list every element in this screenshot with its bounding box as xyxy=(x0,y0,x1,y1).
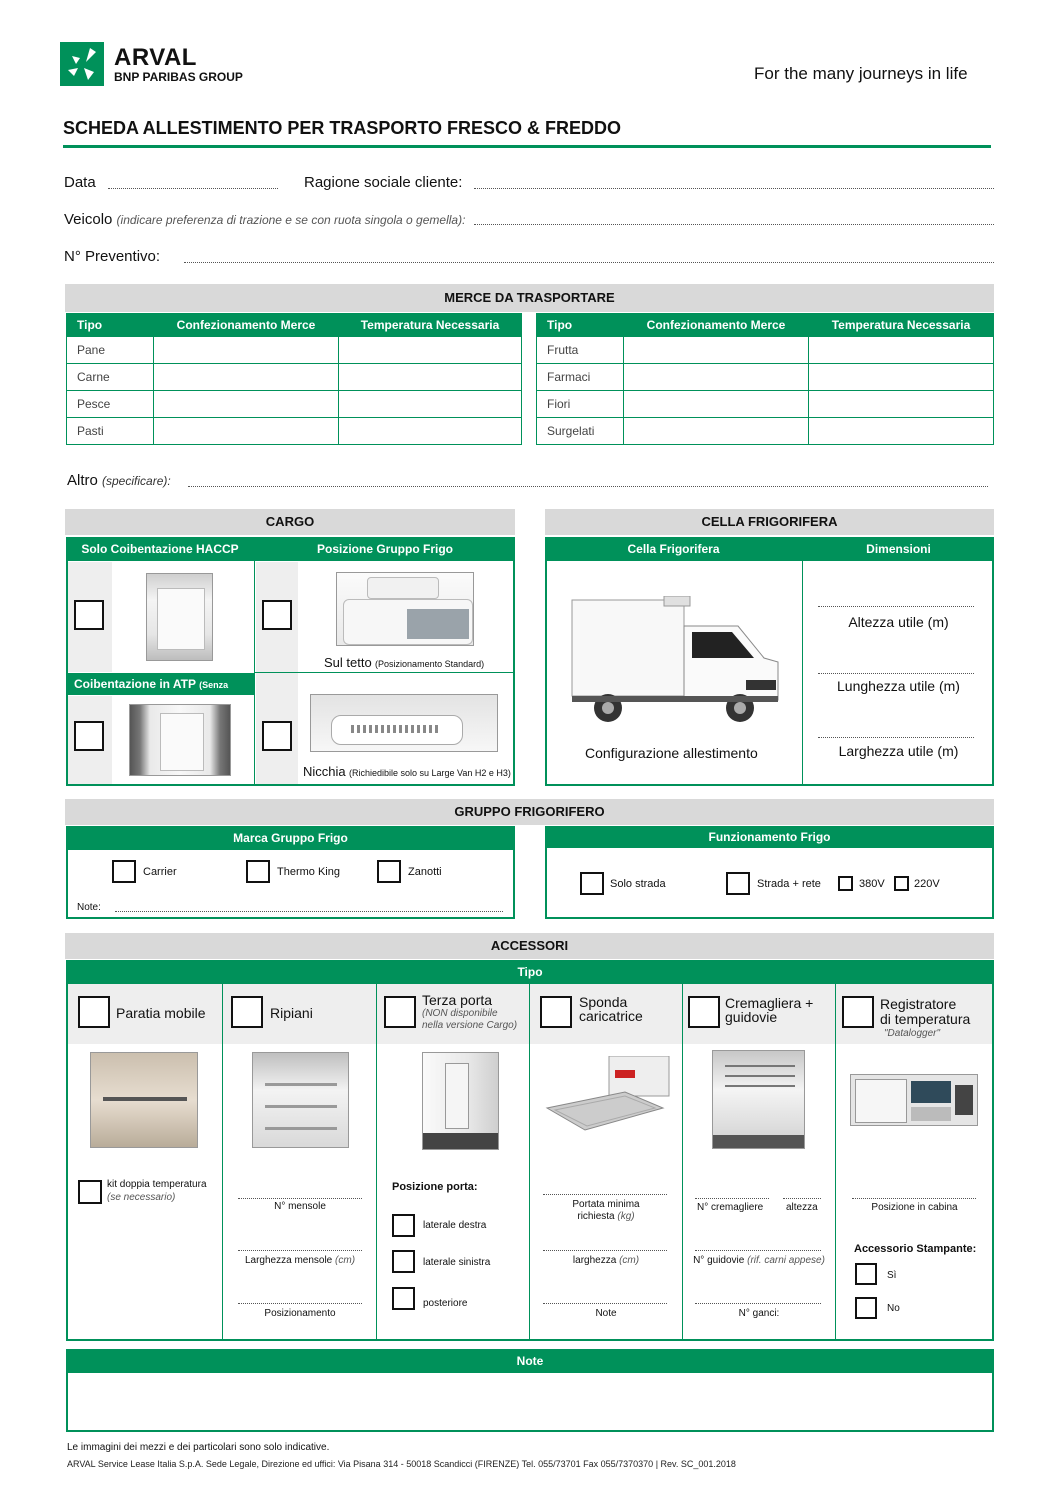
sponda-note-field[interactable] xyxy=(543,1303,667,1304)
table-row xyxy=(537,364,994,391)
posizionamento-field[interactable] xyxy=(238,1303,362,1304)
cell-input[interactable] xyxy=(154,337,339,364)
sponda-label1: Sponda xyxy=(579,994,628,1010)
terza-porta-photo xyxy=(422,1052,499,1150)
mensole-label: N° mensole xyxy=(274,1201,326,1212)
merce-table-right xyxy=(536,313,994,445)
cell-input[interactable] xyxy=(624,337,809,364)
merce-header-temperatura: Temperatura Necessaria xyxy=(339,314,522,337)
posteriore-checkbox[interactable] xyxy=(392,1287,415,1310)
posizione-porta-label: Posizione porta: xyxy=(392,1181,478,1193)
terza-porta-label: Terza porta xyxy=(422,992,493,1008)
terza-porta-note2: nella versione Cargo) xyxy=(422,1020,518,1031)
acc-divider-5 xyxy=(835,984,836,1341)
portata-label2 xyxy=(530,1211,682,1222)
paratia-label: Paratia mobile xyxy=(116,1005,206,1021)
n-ganci-label: N° ganci: xyxy=(738,1308,780,1319)
ragione-field[interactable] xyxy=(474,188,994,189)
stampante-no-label: No xyxy=(887,1303,900,1314)
380v-checkbox[interactable] xyxy=(838,876,853,891)
note-section-area[interactable] xyxy=(66,1349,994,1432)
cella-col-dimensioni: Dimensioni xyxy=(803,537,994,561)
thermo-king-checkbox[interactable] xyxy=(246,860,270,883)
laterale-destra-label: laterale destra xyxy=(423,1220,487,1231)
arval-logo xyxy=(60,42,104,86)
altezza-crem-label: altezza xyxy=(786,1202,818,1213)
cell-input[interactable] xyxy=(154,418,339,445)
table-row xyxy=(537,337,994,364)
laterale-destra-checkbox[interactable] xyxy=(392,1214,415,1237)
altezza-field[interactable] xyxy=(818,606,974,607)
380v-label: 380V xyxy=(859,878,885,890)
kit-checkbox[interactable] xyxy=(78,1180,102,1204)
cell-input[interactable] xyxy=(339,391,522,418)
kit-note: (se necessario) xyxy=(107,1192,176,1203)
merce-tipo: Carne xyxy=(67,364,154,391)
n-guid-text: N° guidovie xyxy=(693,1255,745,1266)
cella-config-label: Configurazione allestimento xyxy=(585,745,758,761)
registratore-photo xyxy=(850,1074,978,1126)
atp-checkbox[interactable] xyxy=(74,721,104,751)
cell-input[interactable] xyxy=(339,418,522,445)
altro-hint: (specificare): xyxy=(102,474,171,488)
altro-label xyxy=(67,472,171,489)
table-row xyxy=(537,418,994,445)
merce-header-confezionamento: Confezionamento Merce xyxy=(624,314,809,337)
data-label: Data xyxy=(64,174,96,191)
cell-input[interactable] xyxy=(154,364,339,391)
portata-field[interactable] xyxy=(543,1194,667,1195)
laterale-sinistra-label: laterale sinistra xyxy=(423,1257,491,1268)
atp-photo xyxy=(129,704,231,776)
footer-disclaimer: Le immagini dei mezzi e dei particolari sono solo indicative. xyxy=(67,1442,330,1453)
merce-tipo: Surgelati xyxy=(537,418,624,445)
note-section-header: Note xyxy=(66,1349,994,1373)
nicchia-photo xyxy=(310,694,498,752)
thermo-king-label: Thermo King xyxy=(277,866,340,878)
merce-tipo: Frutta xyxy=(537,337,624,364)
sponda-label2: caricatrice xyxy=(579,1008,643,1024)
sponda-larghezza-field[interactable] xyxy=(543,1250,667,1251)
solo-strada-checkbox[interactable] xyxy=(580,872,604,895)
merce-header-confezionamento: Confezionamento Merce xyxy=(154,314,339,337)
portata-unit: (kg) xyxy=(617,1211,635,1222)
n-crem-label: N° cremagliere xyxy=(697,1202,764,1213)
portata-label1: Portata minima xyxy=(572,1199,640,1210)
merce-tipo: Pesce xyxy=(67,391,154,418)
registratore-checkbox[interactable] xyxy=(842,996,874,1028)
cell-input[interactable] xyxy=(339,364,522,391)
posteriore-label: posteriore xyxy=(423,1298,468,1309)
registratore-label1: Registratore xyxy=(880,996,957,1012)
n-guid-label xyxy=(683,1255,835,1266)
pos-cabina-label: Posizione in cabina xyxy=(871,1202,958,1213)
cremagliera-label2: guidovie xyxy=(725,1009,778,1025)
cell-input[interactable] xyxy=(809,337,994,364)
merce-table-left xyxy=(66,313,522,445)
strada-rete-checkbox[interactable] xyxy=(726,872,750,895)
merce-tipo: Farmaci xyxy=(537,364,624,391)
stampante-label: Accessorio Stampante: xyxy=(854,1243,977,1255)
lunghezza-label: Lunghezza utile (m) xyxy=(837,678,960,694)
sponda-photo xyxy=(545,1056,670,1134)
acc-divider-3 xyxy=(529,984,530,1341)
registratore-label3: "Datalogger" xyxy=(884,1028,941,1039)
sponda-checkbox[interactable] xyxy=(540,996,572,1028)
n-crem-field[interactable] xyxy=(695,1198,769,1199)
cremagliera-checkbox[interactable] xyxy=(688,996,720,1028)
tagline: For the many journeys in life xyxy=(754,64,968,83)
terza-porta-note1: (NON disponibile xyxy=(422,1008,498,1019)
mensole-field[interactable] xyxy=(238,1198,362,1199)
ragione-label: Ragione sociale cliente: xyxy=(304,174,463,191)
lunghezza-field[interactable] xyxy=(818,673,974,674)
haccp-checkbox[interactable] xyxy=(74,600,104,630)
larghezza-field[interactable] xyxy=(818,737,974,738)
preventivo-label: N° Preventivo: xyxy=(64,248,161,265)
stampante-no-checkbox[interactable] xyxy=(855,1297,877,1319)
atp-text: Coibentazione in ATP xyxy=(74,677,196,691)
portata-text: richiesta xyxy=(577,1211,615,1222)
cell-input[interactable] xyxy=(339,337,522,364)
posizionamento-label: Posizionamento xyxy=(264,1308,336,1319)
cargo-col-haccp: Solo Coibentazione HACCP xyxy=(66,537,254,561)
nicchia-label xyxy=(303,764,511,779)
table-row xyxy=(537,391,994,418)
zanotti-label: Zanotti xyxy=(408,866,442,878)
cargo-divider xyxy=(254,537,255,786)
stampante-si-checkbox[interactable] xyxy=(855,1263,877,1285)
merce-tipo: Fiori xyxy=(537,391,624,418)
larghezza-label: Larghezza utile (m) xyxy=(838,743,959,759)
cremagliera-photo xyxy=(712,1050,805,1149)
acc-divider-4 xyxy=(682,984,683,1341)
n-guid-field[interactable] xyxy=(695,1250,821,1251)
cell-input[interactable] xyxy=(624,364,809,391)
sponda-larghezza-unit: (cm) xyxy=(619,1255,640,1266)
cremagliera-label1: Cremagliera + xyxy=(725,995,814,1011)
sul-tetto-checkbox[interactable] xyxy=(262,600,292,630)
laterale-sinistra-checkbox[interactable] xyxy=(392,1250,415,1273)
220v-label: 220V xyxy=(914,878,940,890)
cell-input[interactable] xyxy=(809,391,994,418)
carrier-checkbox[interactable] xyxy=(112,860,136,883)
larg-mensole-label xyxy=(224,1255,376,1266)
table-row xyxy=(67,337,522,364)
larg-mensole-unit: (cm) xyxy=(335,1255,356,1266)
ripiani-photo xyxy=(252,1052,349,1148)
table-row xyxy=(67,418,522,445)
altezza-label: Altezza utile (m) xyxy=(848,614,949,630)
veicolo-label-text: Veicolo xyxy=(64,211,113,228)
larg-mensole-text: Larghezza mensole xyxy=(244,1255,333,1266)
atp-note: (Senza xyxy=(199,680,229,690)
funz-header: Funzionamento Frigo xyxy=(545,826,994,848)
page-title: SCHEDA ALLESTIMENTO PER TRASPORTO FRESCO & FREDDO xyxy=(63,118,622,138)
brand-group: BNP PARIBAS GROUP xyxy=(114,70,243,84)
carrier-label: Carrier xyxy=(143,866,177,878)
ripiani-checkbox[interactable] xyxy=(231,996,263,1028)
strada-rete-label: Strada + rete xyxy=(757,878,821,890)
cell-input[interactable] xyxy=(154,391,339,418)
brand-name: ARVAL xyxy=(114,44,197,71)
registratore-label2: di temperatura xyxy=(880,1011,971,1027)
haccp-photo xyxy=(146,573,213,661)
cargo-header: CARGO xyxy=(65,509,515,535)
sul-tetto-label xyxy=(324,655,484,670)
veicolo-hint: (indicare preferenza di trazione e se con ruota singola o gemella): xyxy=(116,213,466,227)
nicchia-text: Nicchia xyxy=(303,764,346,779)
preventivo-field[interactable] xyxy=(184,262,994,263)
note-field[interactable] xyxy=(115,911,503,912)
truck-photo xyxy=(568,596,784,730)
sul-tetto-note: (Posizionamento Standard) xyxy=(375,659,485,669)
table-row xyxy=(67,391,522,418)
cella-col-cella: Cella Frigorifera xyxy=(545,537,802,561)
merce-header-temperatura: Temperatura Necessaria xyxy=(809,314,994,337)
sul-tetto-photo xyxy=(336,572,474,646)
sponda-larghezza-text: larghezza xyxy=(572,1255,617,1266)
merce-header: MERCE DA TRASPORTARE xyxy=(65,284,994,312)
acc-divider-2 xyxy=(376,984,377,1341)
altro-label-text: Altro xyxy=(67,472,98,489)
cell-input[interactable] xyxy=(624,418,809,445)
note-label: Note: xyxy=(77,902,101,913)
ripiani-label: Ripiani xyxy=(270,1005,313,1021)
altro-field[interactable] xyxy=(188,486,988,487)
acc-divider-1 xyxy=(222,984,223,1341)
zanotti-checkbox[interactable] xyxy=(377,860,401,883)
kit-label: kit doppia temperatura xyxy=(107,1179,207,1190)
paratia-checkbox[interactable] xyxy=(78,996,110,1028)
data-field[interactable] xyxy=(108,188,278,189)
veicolo-field[interactable] xyxy=(474,224,994,225)
accessori-header: ACCESSORI xyxy=(65,933,994,959)
n-guid-note: (rif. carni appese) xyxy=(747,1255,825,1266)
paratia-photo xyxy=(90,1052,198,1148)
merce-tipo: Pasti xyxy=(67,418,154,445)
nicchia-checkbox[interactable] xyxy=(262,721,292,751)
gruppo-header: GRUPPO FRIGORIFERO xyxy=(65,799,994,825)
tipo-header: Tipo xyxy=(66,960,994,984)
cell-input[interactable] xyxy=(809,364,994,391)
stampante-si-label: Sì xyxy=(887,1270,897,1281)
cell-input[interactable] xyxy=(809,418,994,445)
sul-tetto-text: Sul tetto xyxy=(324,655,372,670)
sponda-larghezza-label xyxy=(530,1255,682,1266)
altezza-crem-field[interactable] xyxy=(783,1198,821,1199)
merce-header-tipo: Tipo xyxy=(537,314,624,337)
cella-header: CELLA FRIGORIFERA xyxy=(545,509,994,535)
cargo-col-posizione: Posizione Gruppo Frigo xyxy=(255,537,515,561)
220v-checkbox[interactable] xyxy=(894,876,909,891)
merce-tipo: Pane xyxy=(67,337,154,364)
n-ganci-field[interactable] xyxy=(695,1303,821,1304)
sponda-note-label: Note xyxy=(595,1308,617,1319)
table-row xyxy=(67,364,522,391)
terza-porta-checkbox[interactable] xyxy=(384,996,416,1028)
nicchia-note: (Richiedibile solo su Large Van H2 e H3) xyxy=(348,768,511,778)
veicolo-label xyxy=(64,211,465,228)
atp-label xyxy=(66,673,254,695)
larg-mensole-field[interactable] xyxy=(238,1250,362,1251)
pos-cabina-field[interactable] xyxy=(852,1198,976,1199)
footer-company: ARVAL Service Lease Italia S.p.A. Sede Legale, Direzione ed uffici: Via Pisana 314 - 50018 Scandicci (FIRENZE) Tel. 055/73701 Fax 055/7370370 | Rev. SC_001.2018 xyxy=(67,1459,736,1469)
star-logo-icon xyxy=(60,42,104,86)
solo-strada-label: Solo strada xyxy=(610,878,666,890)
cell-input[interactable] xyxy=(624,391,809,418)
title-rule xyxy=(63,145,991,148)
marca-header: Marca Gruppo Frigo xyxy=(66,826,515,850)
merce-header-tipo: Tipo xyxy=(67,314,154,337)
